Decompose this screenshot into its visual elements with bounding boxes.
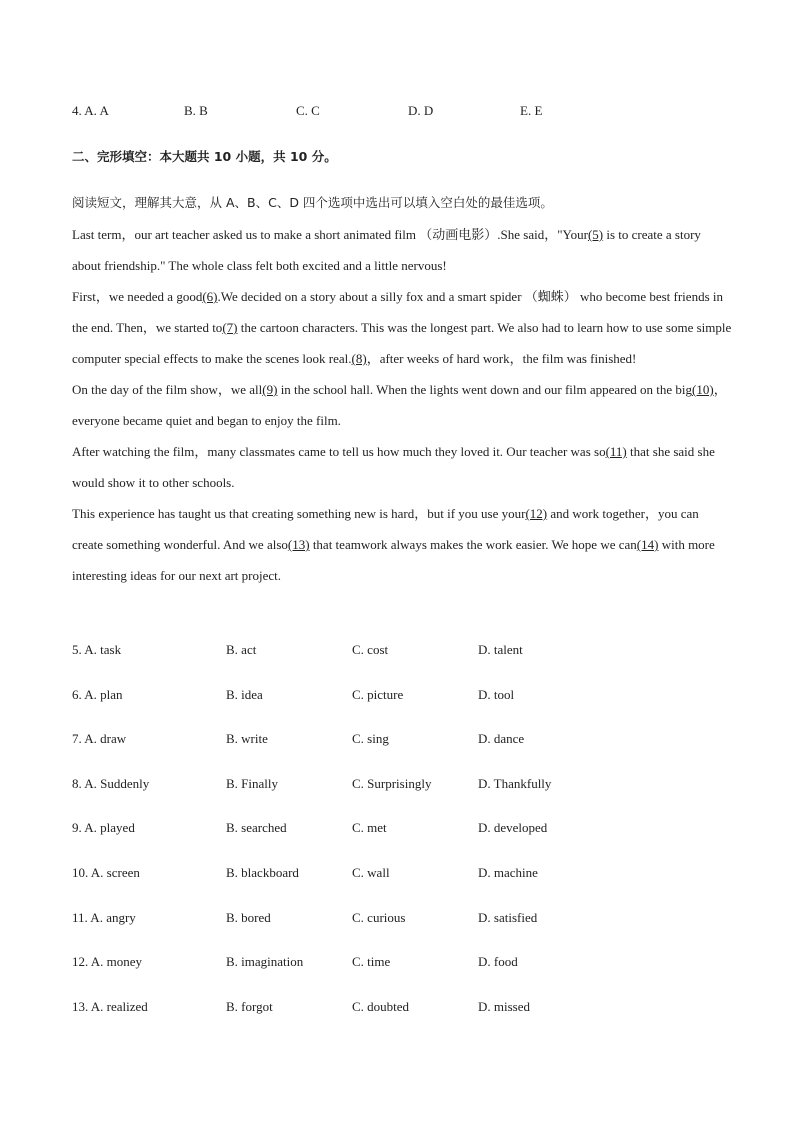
instruction: 阅读短文，理解其大意，从 A、B、C、D 四个选项中选出可以填入空白处的最佳选项。 (72, 195, 553, 210)
option-a: 8. A. Suddenly (72, 775, 150, 791)
option-a: 5. A. task (72, 642, 122, 657)
q4-option-a: 4. A. A (72, 103, 109, 118)
option-c: C. Surprisingly (352, 775, 432, 791)
option-d: D. machine (478, 864, 538, 880)
option-d: D. satisfied (478, 909, 538, 925)
option-c: C. curious (352, 909, 406, 925)
q4-option-d: D. D (408, 103, 434, 118)
option-a: 7. A. draw (72, 731, 127, 747)
blank-12: (12) (525, 506, 548, 521)
blank-14: (14) (636, 537, 659, 552)
question-options-list (72, 642, 604, 1043)
option-b: B. Finally (226, 775, 279, 791)
option-a: 6. A. plan (72, 686, 123, 702)
option-c: C. wall (352, 864, 390, 880)
option-d: D. dance (478, 731, 525, 747)
section-title: 二、完形填空：本大题共 10 小题，共 10 分。 (72, 149, 337, 164)
question-row (72, 731, 604, 776)
option-c: C. picture (352, 686, 404, 702)
blank-7: (7) (222, 320, 238, 335)
q4-option-b: B. B (184, 103, 208, 118)
blank-8: (8) (351, 351, 367, 366)
option-c: C. doubted (352, 998, 410, 1014)
option-c: C. cost (352, 642, 389, 657)
question-row (72, 776, 604, 821)
option-b: B. bored (226, 909, 271, 925)
blank-9: (9) (262, 382, 278, 397)
option-d: D. tool (478, 686, 515, 702)
option-b: B. act (226, 642, 257, 657)
option-a: 12. A. money (72, 954, 143, 970)
blank-5: (5) (587, 227, 604, 242)
blank-11: (11) (605, 444, 627, 459)
option-b: B. idea (226, 686, 263, 702)
question-row (72, 999, 604, 1044)
paragraph-5: This experience has taught us that creating something new is hard，but if you use your(12) and work together，you can create something wonderful. And we also(13) that teamwork always makes the work easier. We hope we can(14) with more interesting ideas for our next art project. (72, 506, 715, 583)
q4-option-e: E. E (520, 103, 543, 118)
option-a: 10. A. screen (72, 864, 140, 880)
option-d: D. Thankfully (478, 775, 552, 791)
option-b: B. forgot (226, 998, 273, 1014)
option-b: B. searched (226, 820, 287, 836)
option-d: D. developed (478, 820, 548, 836)
option-c: C. met (352, 820, 387, 836)
option-b: B. imagination (226, 954, 304, 970)
question-row (72, 910, 604, 955)
cloze-passage (72, 219, 732, 591)
option-a: 9. A. played (72, 820, 135, 836)
blank-6: (6) (202, 289, 218, 304)
option-b: B. blackboard (226, 864, 299, 880)
option-c: C. sing (352, 731, 389, 747)
paragraph-1: Last term，our art teacher asked us to make a short animated film （动画电影）.She said，"Your(5) is to create a story about friendship." The whole class felt both excited and a little nervous! (72, 227, 701, 273)
question-row (72, 687, 604, 732)
question-row (72, 642, 604, 687)
blank-10: (10) (692, 382, 714, 397)
option-b: B. write (226, 731, 268, 747)
paragraph-4: After watching the film，many classmates came to tell us how much they loved it. Our teacher was so(11) that she said she would show it to other schools. (72, 444, 715, 490)
option-a: 11. A. angry (72, 909, 136, 925)
option-d: D. missed (478, 998, 530, 1014)
option-d: D. talent (478, 642, 523, 657)
paragraph-3: On the day of the film show，we all(9) in the school hall. When the lights went down and our film appeared on the big(10)，everyone became quiet and began to enjoy the film. (72, 382, 727, 428)
blank-13: (13) (287, 537, 310, 552)
q4-option-c: C. C (296, 103, 320, 118)
option-d: D. food (478, 954, 518, 970)
option-a: 13. A. realized (72, 998, 148, 1014)
question-row (72, 865, 604, 910)
paragraph-2: First，we needed a good(6).We decided on a story about a silly fox and a smart spider （蜘蛛） who become best friends in the end. Then，we started to(7) the cartoon characters. This was the longest part. We also had to learn how to use some simple computer special effects to make the scenes look real.(8)，after weeks of hard work，the film was finished! (72, 289, 732, 366)
option-c: C. time (352, 954, 391, 970)
question-row (72, 954, 604, 999)
question-row (72, 820, 604, 865)
question-4-options (72, 103, 632, 119)
